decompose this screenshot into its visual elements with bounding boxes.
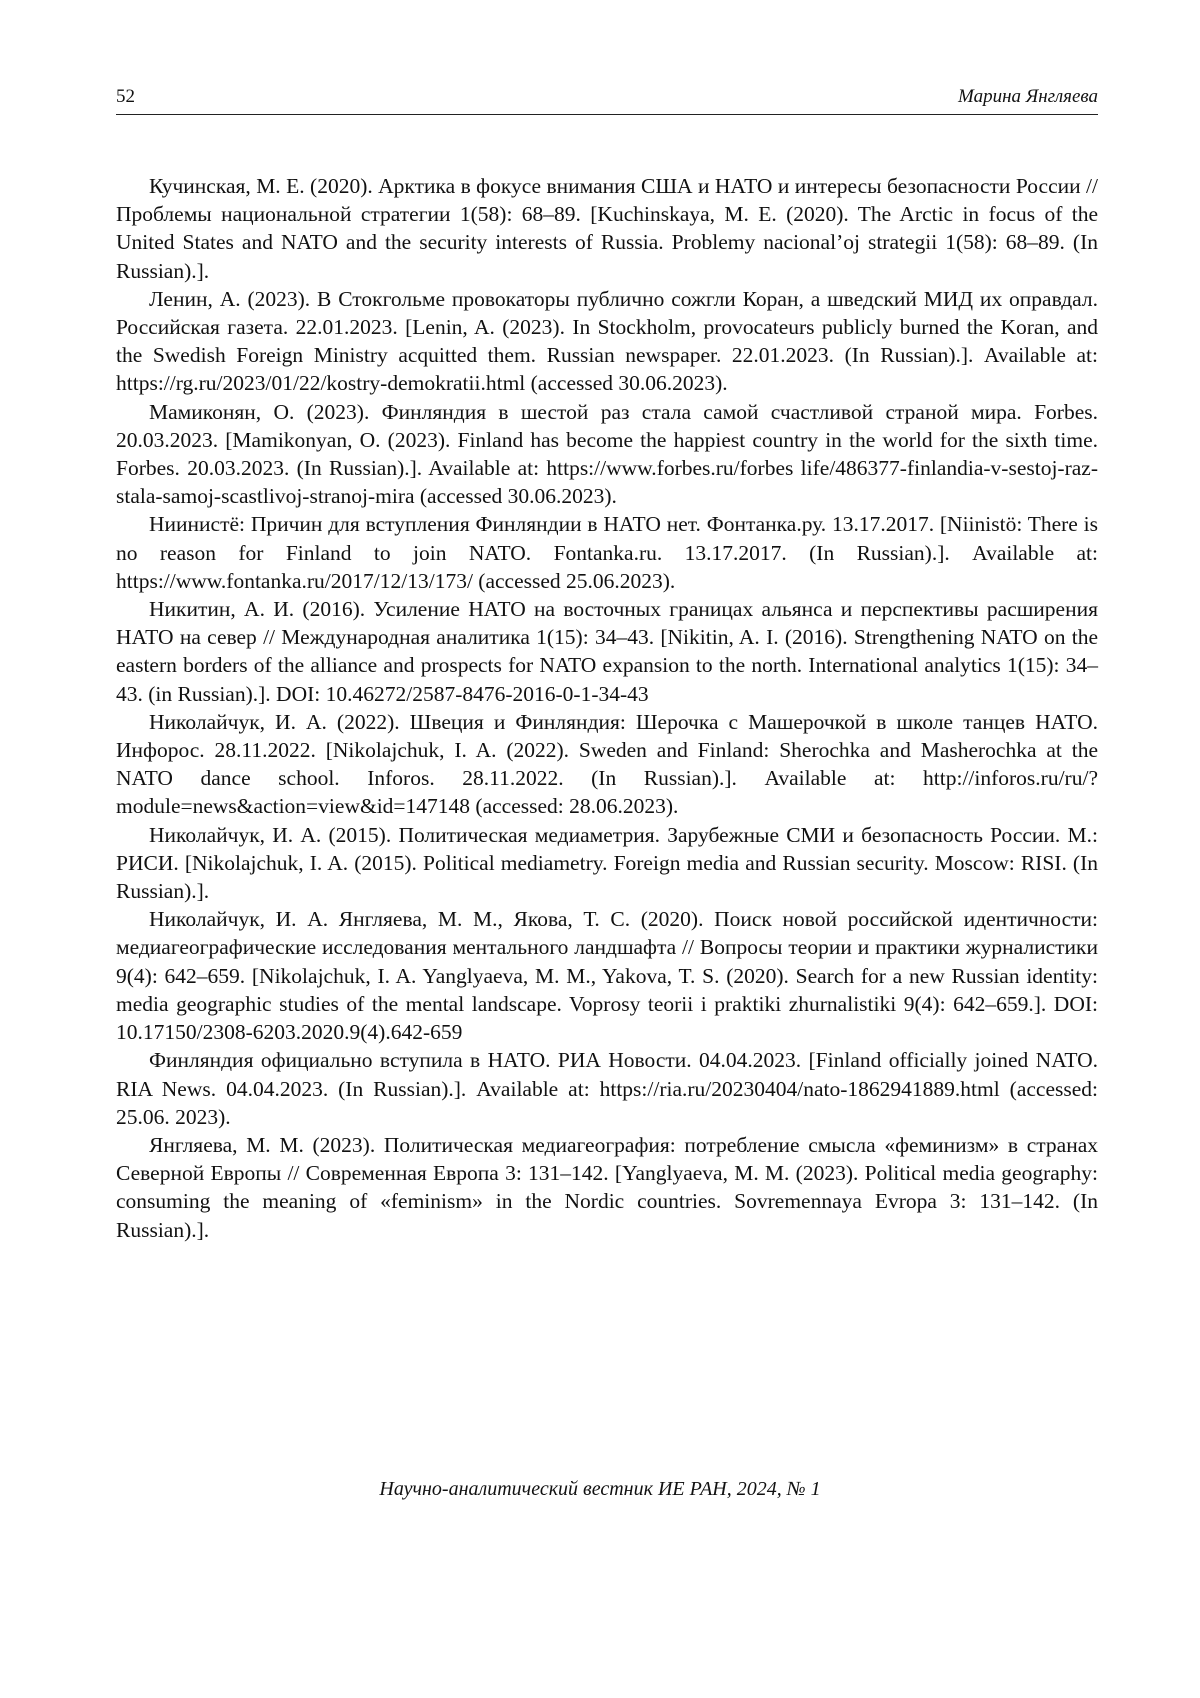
reference-entry: Кучинская, М. Е. (2020). Арктика в фокусе внимания США и НАТО и интересы безопасности России // Проблемы национальной стратегии 1(58): 68–89. [Kuchinskaya, M. E. (2020). The Arctic in focus of the United States and NATO and the security interests of Russia. Problemy nacional’oj strategii 1(58): 68–89. (In Russian).]. (116, 174, 1098, 283)
reference-entry: Николайчук, И. А. (2022). Швеция и Финляндия: Шерочка с Машерочкой в школе танцев НАТО. Инфорос. 28.11.2022. [Nikolajchuk, I. A. (2022). Sweden and Finland: Sherochka and Masherochka at the NATO dance school. Inforos. 28.11.2022. (In Russian).]. Available at: http://inforos.ru/ru/?module=news&action=view&id=147148 (accessed: 28.06.2023). (116, 709, 1098, 819)
reference-entry: Финляндия официально вступила в НАТО. РИА Новости. 04.04.2023. [Finland officially joined NATO. RIA News. 04.04.2023. (In Russian).]. Available at: https://ria.ru/20230404/nato-1862941889.html (accessed: 25.06. 2023). (116, 1048, 1098, 1129)
reference-entry: Николайчук, И. А. Янгляева, М. М., Якова, Т. С. (2020). Поиск новой российской идентичности: медиагеографические исследования ментального ландшафта // Вопросы теории и практики журналистики 9(4): 642–659. [Nikolajchuk, I. A. Yanglyaeva, M. M., Yakova, T. S. (2020). Search for a new Russian identity: media geographic studies of the mental landscape. Voprosy teorii i praktiki zhurnalistiki 9(4): 642–659.]. DOI: 10.17150/2308-6203.2020.9(4).642-659 (116, 907, 1098, 1045)
reference-entry: Ниинистё: Причин для вступления Финляндии в НАТО нет. Фонтанка.ру. 13.17.2017. [Niinistö: There is no reason for Finland to join NATO. Fontanka.ru. 13.17.2017. (In Russian).]. Available at: https://www.fontanka.ru/2017/12/13/173/ (accessed 25.06.2023). (116, 512, 1098, 593)
running-header-author: Марина Янгляева (958, 86, 1098, 107)
reference-entry: Ленин, А. (2023). В Стокгольме провокаторы публично сожгли Коран, а шведский МИД их оправдал. Российская газета. 22.01.2023. [Lenin, A. (2023). In Stockholm, provocateurs publicly burned the Koran, and the Swedish Foreign Ministry acquitted them. Russian newspaper. 22.01.2023. (In Russian).]. Available at: https://rg.ru/2023/01/22/kostry-demokratii.html (accessed 30.06.2023). (116, 286, 1098, 396)
reference-list (116, 172, 1098, 1244)
reference-entry: Никитин, А. И. (2016). Усиление НАТО на восточных границах альянса и перспективы расширения НАТО на север // Международная аналитика 1(15): 34–43. [Nikitin, A. I. (2016). Strengthening NATO on the eastern borders of the alliance and prospects for NATO expansion to the north. International analytics 1(15): 34–43. (in Russian).]. DOI: 10.46272/2587-8476-2016-0-1-34-43 (116, 597, 1098, 706)
page-header (116, 84, 1098, 115)
reference-entry: Николайчук, И. А. (2015). Политическая медиаметрия. Зарубежные СМИ и безопасность России. М.: РИСИ. [Nikolajchuk, I. A. (2015). Political mediametry. Foreign media and Russian security. Moscow: RISI. (In Russian).]. (116, 822, 1098, 904)
journal-footer: Научно-аналитический вестник ИЕ РАН, 2024, № 1 (379, 1478, 821, 1500)
page-number: 52 (116, 86, 135, 107)
reference-entry: Янгляева, М. М. (2023). Политическая медиагеография: потребление смысла «феминизм» в странах Северной Европы // Современная Европа 3: 131–142. [Yanglyaeva, M. M. (2023). Political media geography: consuming the meaning of «feminism» in the Nordic countries. Sovremennaya Evropa 3: 131–142. (In Russian).]. (116, 1132, 1098, 1242)
reference-entry: Мамиконян, О. (2023). Финляндия в шестой раз стала самой счастливой страной мира. Forbes. 20.03.2023. [Mamikonyan, O. (2023). Finland has become the happiest country in the world for the sixth time. Forbes. 20.03.2023. (In Russian).]. Available at: https://www.forbes.ru/forbes life/486377-finlandia-v-sestoj-raz-stala-samoj-scastlivoj-stranoj-mira (accessed 30.06.2023). (116, 399, 1098, 509)
page-footer (0, 1478, 1200, 1501)
